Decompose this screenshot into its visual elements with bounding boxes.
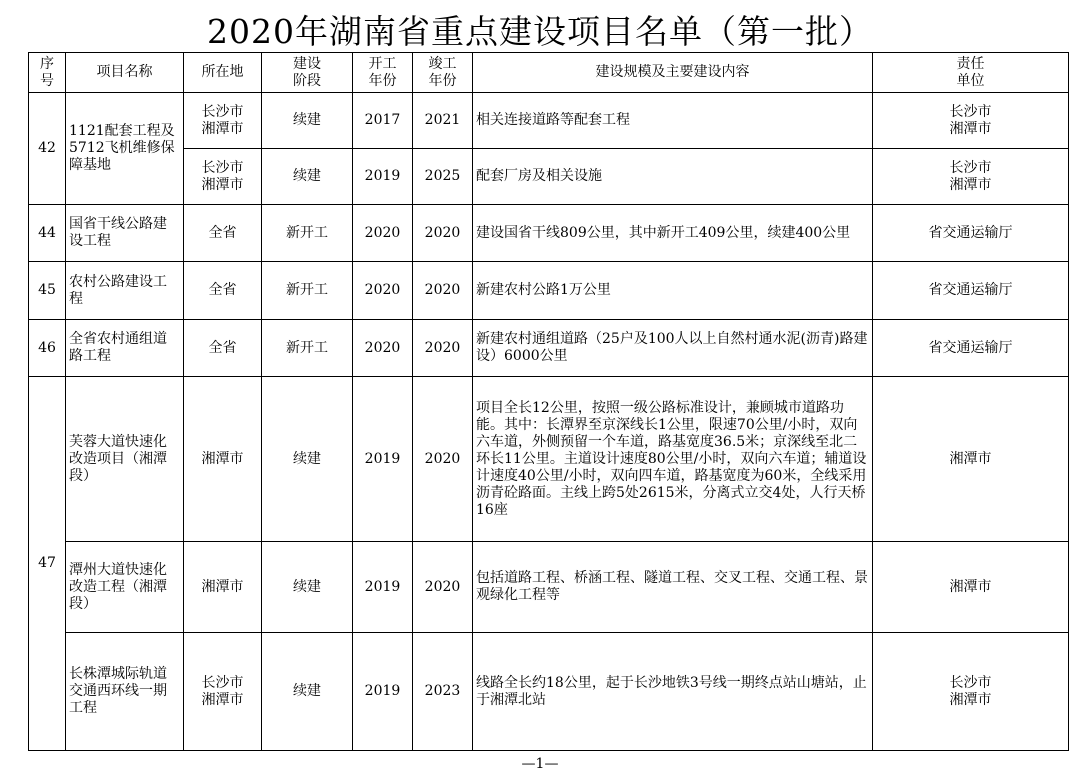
cell-project-name: 潭州大道快速化改造工程（湘潭段）	[66, 542, 184, 633]
cell-location: 长沙市 湘潭市	[184, 93, 262, 149]
cell-stage: 续建	[262, 542, 353, 633]
header-start-year: 开工 年份	[353, 53, 413, 93]
table-row	[29, 633, 1069, 751]
cell-owner: 省交通运输厅	[873, 320, 1069, 377]
header-seq: 序 号	[29, 53, 66, 93]
cell-location: 长沙市 湘潭市	[184, 149, 262, 205]
cell-scope: 建设国省干线809公里，其中新开工409公里，续建400公里	[473, 205, 873, 262]
table-row	[29, 205, 1069, 262]
cell-start-year: 2020	[353, 205, 413, 262]
cell-project-name: 1121配套工程及5712飞机维修保障基地	[66, 93, 184, 205]
cell-scope: 包括道路工程、桥涵工程、隧道工程、交叉工程、交通工程、景观绿化工程等	[473, 542, 873, 633]
table-row	[29, 320, 1069, 377]
cell-project-name: 国省干线公路建设工程	[66, 205, 184, 262]
cell-location: 全省	[184, 320, 262, 377]
cell-stage: 续建	[262, 149, 353, 205]
cell-location: 湘潭市	[184, 542, 262, 633]
cell-seq: 46	[29, 320, 66, 377]
table-header-row	[29, 53, 1069, 93]
page-number: —1—	[521, 756, 559, 772]
cell-start-year: 2019	[353, 542, 413, 633]
cell-owner: 长沙市 湘潭市	[873, 93, 1069, 149]
cell-scope: 新建农村通组道路（25户及100人以上自然村通水泥(沥青)路建设）6000公里	[473, 320, 873, 377]
cell-seq: 44	[29, 205, 66, 262]
header-stage: 建设 阶段	[262, 53, 353, 93]
cell-end-year: 2023	[413, 633, 473, 751]
cell-owner: 省交通运输厅	[873, 205, 1069, 262]
table-row	[29, 262, 1069, 320]
cell-location: 湘潭市	[184, 377, 262, 542]
cell-end-year: 2020	[413, 542, 473, 633]
cell-seq: 42	[29, 93, 66, 205]
cell-seq: 47	[29, 377, 66, 751]
cell-stage: 新开工	[262, 320, 353, 377]
cell-owner: 长沙市 湘潭市	[873, 633, 1069, 751]
cell-stage: 续建	[262, 93, 353, 149]
cell-stage: 续建	[262, 377, 353, 542]
cell-start-year: 2019	[353, 377, 413, 542]
cell-end-year: 2021	[413, 93, 473, 149]
header-scope: 建设规模及主要建设内容	[473, 53, 873, 93]
document-title: 2020年湖南省重点建设项目名单（第一批）	[207, 12, 873, 51]
header-location: 所在地	[184, 53, 262, 93]
cell-scope: 配套厂房及相关设施	[473, 149, 873, 205]
cell-owner: 长沙市 湘潭市	[873, 149, 1069, 205]
cell-project-name: 全省农村通组道路工程	[66, 320, 184, 377]
cell-stage: 新开工	[262, 262, 353, 320]
cell-scope: 相关连接道路等配套工程	[473, 93, 873, 149]
table-row	[29, 542, 1069, 633]
project-table	[28, 52, 1069, 751]
header-end-year: 竣工 年份	[413, 53, 473, 93]
cell-seq: 45	[29, 262, 66, 320]
cell-stage: 新开工	[262, 205, 353, 262]
cell-start-year: 2019	[353, 633, 413, 751]
table-row	[29, 93, 1069, 149]
cell-scope: 线路全长约18公里，起于长沙地铁3号线一期终点站山塘站，止于湘潭北站	[473, 633, 873, 751]
cell-end-year: 2025	[413, 149, 473, 205]
cell-end-year: 2020	[413, 320, 473, 377]
cell-location: 长沙市 湘潭市	[184, 633, 262, 751]
table-row	[29, 149, 1069, 205]
cell-end-year: 2020	[413, 377, 473, 542]
header-owner: 责任 单位	[873, 53, 1069, 93]
cell-start-year: 2020	[353, 320, 413, 377]
cell-scope: 新建农村公路1万公里	[473, 262, 873, 320]
cell-location: 全省	[184, 205, 262, 262]
cell-stage: 续建	[262, 633, 353, 751]
table-row	[29, 377, 1069, 542]
cell-project-name: 农村公路建设工程	[66, 262, 184, 320]
cell-owner: 湘潭市	[873, 542, 1069, 633]
cell-start-year: 2020	[353, 262, 413, 320]
cell-project-name: 长株潭城际轨道交通西环线一期工程	[66, 633, 184, 751]
cell-end-year: 2020	[413, 262, 473, 320]
cell-location: 全省	[184, 262, 262, 320]
cell-owner: 湘潭市	[873, 377, 1069, 542]
cell-end-year: 2020	[413, 205, 473, 262]
cell-start-year: 2017	[353, 93, 413, 149]
cell-start-year: 2019	[353, 149, 413, 205]
cell-scope: 项目全长12公里，按照一级公路标准设计，兼顾城市道路功能。其中：长潭界至京深线长1公里，限速70公里/小时，双向六车道，外侧预留一个车道，路基宽度36.5米；京深线至北二环长11公里。主道设计速度80公里/小时，双向六车道；辅道设计速度40公里/小时，双向四车道，路基宽度为60米，全线采用沥青砼路面。主线上跨5处2615米，分离式立交4处，人行天桥16座	[473, 377, 873, 542]
cell-project-name: 芙蓉大道快速化改造项目（湘潭段）	[66, 377, 184, 542]
cell-owner: 省交通运输厅	[873, 262, 1069, 320]
header-project-name: 项目名称	[66, 53, 184, 93]
